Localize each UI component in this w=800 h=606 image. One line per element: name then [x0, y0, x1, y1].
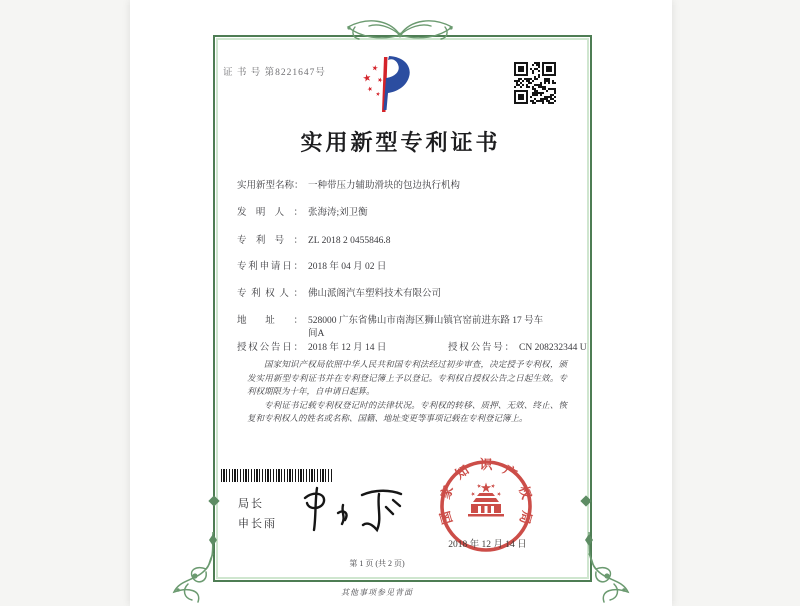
seal-date: 2018 年 12 月 14 日: [448, 540, 527, 550]
field-row-patent-number: [237, 235, 391, 248]
legal-paragraph-2: 专利证书记载专利权登记时的法律状况。专利权的转移、质押、无效、终止、恢复和专利权人的姓名或名称、国籍、地址变更等事项记载在专利登记簿上。: [247, 399, 567, 423]
field-label: 授权公告日：: [237, 343, 303, 353]
field-value: 2018 年 04 月 02 日: [308, 262, 387, 272]
national-emblem-icon: [468, 483, 504, 517]
field-label: 地址：: [237, 316, 303, 326]
field-row-filing-date: [237, 261, 386, 274]
page-number: 第 1 页 (共 2 页): [349, 559, 405, 568]
director-name: 申长雨: [238, 518, 277, 530]
field-row-patentee: [237, 288, 441, 301]
field-value: ZL 2018 2 0455846.8: [308, 236, 391, 246]
field-row-address: [237, 315, 546, 341]
field-pair-grant-number: [448, 342, 587, 355]
field-label: 专利号：: [237, 236, 303, 246]
field-value: 528000 广东省佛山市南海区狮山镇官窑前进东路 17 号车间A: [308, 316, 544, 339]
field-value: 佛山派阁汽车塑料技术有限公司: [308, 289, 442, 299]
field-label: 发明人：: [237, 208, 303, 218]
certificate-page: [130, 0, 672, 606]
field-row-inventor: [237, 207, 368, 220]
field-row-name: [237, 180, 460, 193]
field-value: 一种带压力辅助滑块的包边执行机构: [308, 181, 461, 191]
field-label: 授权公告号：: [448, 343, 514, 353]
director-signature: [298, 483, 408, 533]
barcode: [221, 469, 333, 482]
field-value: CN 208232344 U: [519, 343, 587, 353]
cnipa-logo: [358, 54, 410, 116]
seal-text: 国家知识产权局: [437, 456, 535, 527]
legal-paragraph-1: 国家知识产权局依照中华人民共和国专利法经过初步审查，决定授予专利权，颁发实用新型专利证书并在专利登记簿上予以登记。专利权自授权公告之日起生效。专利权期限为十年，自申请日起算。: [247, 359, 567, 396]
certificate-title: 实用新型专利证书: [300, 130, 501, 155]
field-label: 专利权人：: [237, 289, 303, 299]
director-title: 局长: [238, 498, 264, 510]
field-label: 专利申请日：: [237, 262, 303, 272]
field-row-grant: [237, 342, 587, 355]
footer-note: 其他事项参见背面: [341, 588, 413, 597]
legal-text: [247, 358, 567, 426]
field-value: 2018 年 12 月 14 日: [308, 343, 387, 353]
field-label: 实用新型名称：: [237, 181, 304, 191]
qr-code: [514, 62, 556, 104]
certificate-number: 证 书 号 第8221647号: [223, 68, 326, 78]
field-value: 张海涛;刘卫衡: [308, 208, 368, 218]
